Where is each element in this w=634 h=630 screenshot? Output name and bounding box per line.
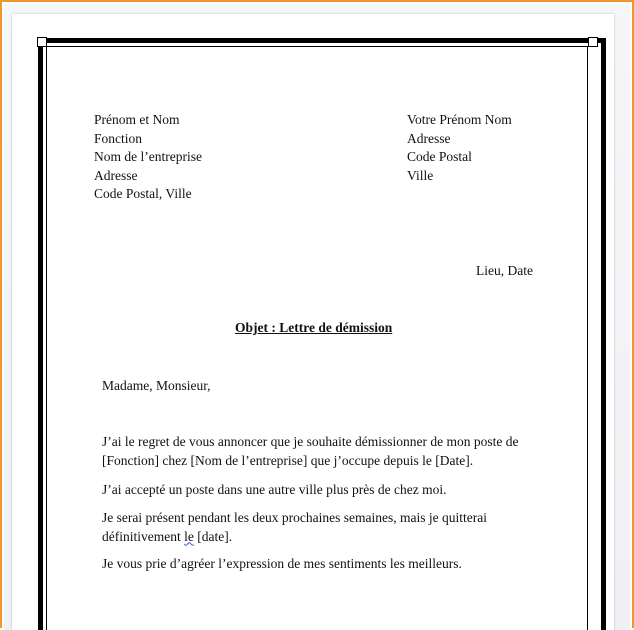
- recipient-address-block: [407, 111, 512, 185]
- closing-formula: Je vous prie d’agréer l’expression de mes sentiments les meilleurs.: [102, 556, 462, 571]
- paragraph-3-line-2-end: [date].: [193, 528, 233, 544]
- sender-company: Nom de l’entreprise: [94, 149, 202, 164]
- body-paragraph-1: [102, 433, 542, 470]
- paragraph-3-line-2: [102, 528, 542, 547]
- paragraph-1-line-1: J’ai le regret de vous annoncer que je souhaite démissionner de mon poste de: [102, 434, 519, 449]
- paragraph-1-line-2: [Fonction] chez [Nom de l’entreprise] que j’occupe depuis le [Date].: [102, 452, 474, 468]
- recipient-city: Ville: [407, 167, 434, 183]
- sender-city: Code Postal, Ville: [94, 186, 192, 201]
- border-corner-top-left: [37, 37, 47, 47]
- sender-name: Prénom et Nom: [94, 112, 180, 127]
- sender-address-block: [94, 111, 202, 204]
- spellcheck-flagged-word[interactable]: le: [184, 528, 194, 544]
- letter-subject: Objet : Lettre de démission: [235, 320, 393, 335]
- recipient-address: Adresse: [407, 130, 451, 146]
- body-paragraph-3: [102, 509, 542, 546]
- border-corner-top-right: [588, 37, 598, 47]
- body-paragraph-2: J’ai accepté un poste dans une autre ville plus près de chez moi.: [102, 482, 447, 497]
- paragraph-3-line-2-start: définitivement: [102, 528, 185, 544]
- sender-function: Fonction: [94, 130, 143, 146]
- paragraph-3-line-1: Je serai présent pendant les deux prochaines semaines, mais je quitterai: [102, 510, 487, 525]
- sender-address: Adresse: [94, 167, 138, 183]
- place-date: Lieu, Date: [476, 263, 533, 278]
- recipient-postal-code: Code Postal: [407, 149, 472, 164]
- recipient-name: Votre Prénom Nom: [407, 112, 512, 127]
- salutation: Madame, Monsieur,: [102, 378, 211, 393]
